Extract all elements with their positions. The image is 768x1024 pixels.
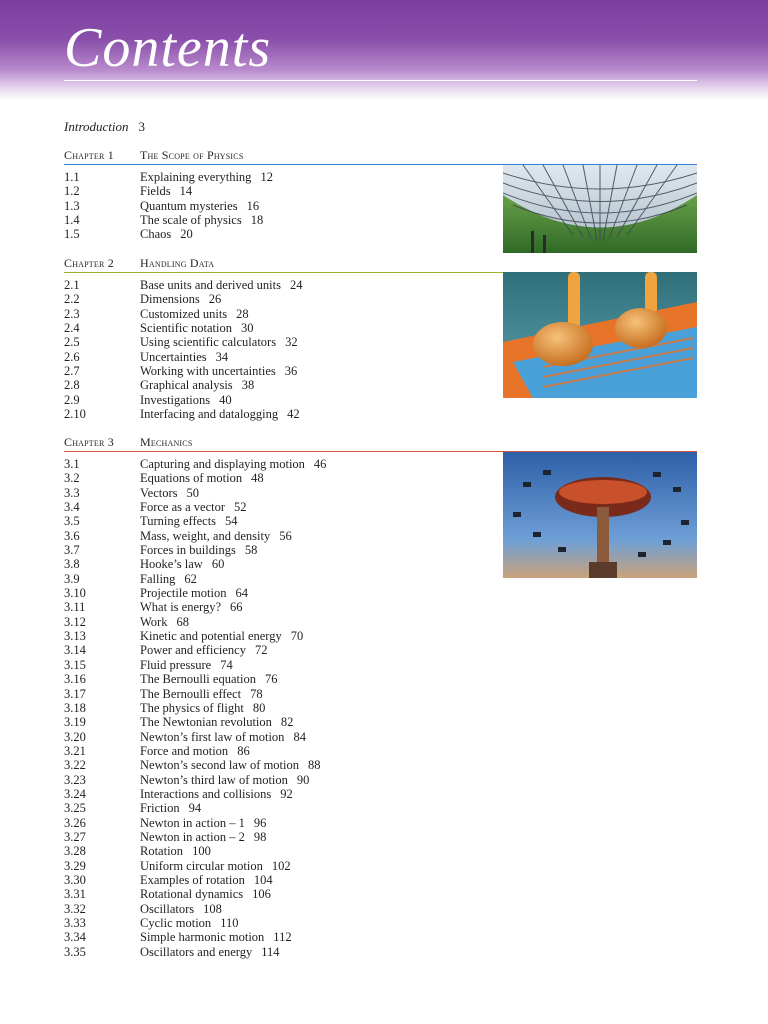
section-number: 2.3	[64, 306, 80, 321]
section-title: Newton’s first law of motion	[140, 729, 285, 744]
section-list	[64, 278, 494, 421]
toc-entry[interactable]	[64, 873, 494, 887]
chapter-title: Handling Data	[140, 256, 215, 270]
section-number: 3.30	[64, 872, 86, 887]
section-topic	[140, 407, 300, 421]
section-title: The Bernoulli equation	[140, 672, 256, 687]
section-topic	[140, 658, 233, 672]
section-page-number: 102	[271, 858, 291, 873]
section-number: 1.5	[64, 227, 80, 242]
page-title: Contents	[64, 17, 272, 79]
toc-entry[interactable]	[64, 658, 494, 672]
section-title: Dimensions	[140, 292, 200, 307]
section-title: The Bernoulli effect	[140, 686, 242, 701]
chapter-heading	[64, 257, 697, 271]
section-number: 3.32	[64, 901, 86, 916]
toc-entry[interactable]	[64, 945, 494, 959]
section-topic	[140, 730, 306, 744]
section-title: Customized units	[140, 306, 228, 321]
chapter-title: The Scope of Physics	[140, 148, 244, 162]
chapter-2-block	[64, 256, 697, 422]
toc-entry[interactable]	[64, 672, 494, 686]
toc-entry[interactable]	[64, 859, 494, 873]
title-rule	[64, 80, 697, 81]
section-page-number: 30	[241, 321, 254, 336]
section-number: 2.1	[64, 278, 80, 292]
section-topic	[140, 184, 192, 198]
section-topic	[140, 744, 250, 758]
section-number: 3.28	[64, 844, 86, 859]
section-page-number: 104	[253, 872, 273, 887]
section-title: Power and efficiency	[140, 643, 246, 658]
dome-structure-photo	[503, 165, 697, 253]
section-page-number: 52	[234, 500, 247, 515]
section-page-number: 20	[180, 227, 193, 242]
section-number: 3.16	[64, 672, 86, 687]
section-title: Base units and derived units	[140, 278, 281, 292]
section-title: Interfacing and datalogging	[140, 407, 279, 422]
section-number: 3.10	[64, 586, 86, 601]
toc-entry[interactable]	[64, 457, 494, 471]
section-page-number: 62	[184, 571, 197, 586]
section-title: Explaining everything	[140, 170, 252, 184]
section-topic	[140, 572, 197, 586]
section-page-number: 82	[280, 715, 294, 730]
toc-entry[interactable]	[64, 278, 494, 292]
section-page-number: 74	[220, 657, 233, 672]
toc-entry[interactable]	[64, 787, 494, 801]
introduction-label: Introduction	[64, 119, 129, 134]
toc-entry[interactable]	[64, 773, 494, 787]
section-title: Falling	[140, 571, 176, 586]
section-number: 3.15	[64, 657, 86, 672]
section-title: Oscillators and energy	[140, 944, 253, 959]
section-title: Quantum mysteries	[140, 198, 238, 213]
section-page-number: 110	[220, 916, 239, 930]
section-topic	[140, 335, 298, 349]
section-topic	[140, 629, 303, 643]
section-page-number: 114	[261, 944, 280, 959]
section-topic	[140, 930, 292, 944]
section-number: 3.11	[64, 600, 86, 615]
section-number: 3.8	[64, 557, 80, 572]
section-page-number: 108	[203, 901, 222, 916]
section-page-number: 72	[254, 643, 268, 658]
toc-entry[interactable]	[64, 471, 494, 485]
toc-entry[interactable]	[64, 930, 494, 944]
section-title: Examples of rotation	[140, 872, 245, 887]
toc-entry[interactable]	[64, 816, 494, 830]
section-page-number: 70	[290, 629, 304, 644]
section-topic	[140, 307, 249, 321]
section-topic	[140, 773, 309, 787]
section-number: 3.9	[64, 571, 80, 586]
chapter-number: Chapter 3	[64, 435, 114, 449]
section-number: 3.3	[64, 485, 80, 500]
section-number: 3.25	[64, 801, 86, 816]
section-title: Newton in action – 1	[140, 815, 245, 830]
toc-entry[interactable]	[64, 844, 494, 858]
toc-entry[interactable]	[64, 514, 494, 528]
section-page-number: 88	[308, 758, 321, 773]
chapter-3-block	[64, 435, 697, 959]
section-topic	[140, 199, 259, 213]
chapter-1-block	[64, 148, 697, 242]
section-topic	[140, 543, 257, 557]
section-page-number: 96	[253, 815, 267, 830]
section-title: Capturing and displaying motion	[140, 457, 305, 471]
section-topic	[140, 701, 265, 715]
section-page-number: 58	[244, 543, 258, 558]
section-number: 3.34	[64, 930, 86, 945]
section-title: Fields	[140, 184, 171, 199]
section-number: 3.27	[64, 829, 86, 844]
section-topic	[140, 643, 267, 657]
section-topic	[140, 393, 232, 407]
section-topic	[140, 486, 199, 500]
chapter-number: Chapter 2	[64, 256, 114, 270]
section-title: Friction	[140, 801, 180, 816]
section-title: Kinetic and potential energy	[140, 629, 282, 644]
toc-entry[interactable]	[64, 830, 494, 844]
chapter-title: Mechanics	[140, 435, 193, 449]
section-title: Work	[140, 614, 168, 629]
microchip-photo	[503, 272, 697, 398]
toc-entry[interactable]	[64, 227, 494, 241]
section-page-number: 18	[250, 213, 264, 228]
section-page-number: 46	[313, 457, 327, 471]
section-title: Simple harmonic motion	[140, 930, 265, 945]
section-title: Oscillators	[140, 901, 195, 916]
toc-entry[interactable]	[64, 378, 494, 392]
section-page-number: 66	[230, 600, 243, 615]
section-number: 3.29	[64, 858, 86, 873]
section-title: Forces in buildings	[140, 543, 236, 558]
section-title: Using scientific calculators	[140, 335, 277, 350]
toc-entry[interactable]	[64, 916, 494, 930]
section-number: 2.7	[64, 364, 80, 379]
section-topic	[140, 816, 266, 830]
section-topic	[140, 350, 228, 364]
toc-entry[interactable]	[64, 730, 494, 744]
section-title: Working with uncertainties	[140, 364, 276, 379]
toc-entry[interactable]	[64, 307, 494, 321]
section-topic	[140, 514, 238, 528]
section-topic	[140, 715, 293, 729]
section-topic	[140, 500, 247, 514]
section-page-number: 80	[252, 700, 266, 715]
toc-entry[interactable]	[64, 213, 494, 227]
section-number: 3.17	[64, 686, 86, 701]
section-topic	[140, 364, 297, 378]
section-page-number: 68	[176, 614, 189, 629]
toc-entry[interactable]	[64, 701, 494, 715]
toc-entry[interactable]	[64, 715, 494, 729]
toc-entry[interactable]	[64, 170, 494, 184]
section-page-number: 100	[192, 844, 211, 859]
section-page-number: 98	[253, 829, 267, 844]
section-number: 3.33	[64, 916, 86, 930]
section-page-number: 32	[285, 335, 298, 350]
section-topic	[140, 902, 222, 916]
section-topic	[140, 801, 201, 815]
section-page-number: 36	[284, 364, 298, 379]
section-topic	[140, 213, 263, 227]
section-topic	[140, 615, 189, 629]
section-title: What is energy?	[140, 600, 221, 615]
toc-entry[interactable]	[64, 292, 494, 306]
section-title: Uncertainties	[140, 349, 207, 364]
section-number: 3.12	[64, 614, 86, 629]
section-topic	[140, 227, 193, 241]
section-page-number: 24	[289, 278, 303, 292]
section-number: 3.7	[64, 543, 80, 558]
section-title: Equations of motion	[140, 471, 243, 486]
toc-entry[interactable]	[64, 902, 494, 916]
section-page-number: 42	[287, 407, 300, 422]
section-number: 2.6	[64, 349, 80, 364]
toc-entry[interactable]	[64, 887, 494, 901]
section-page-number: 86	[237, 743, 250, 758]
toc-entry[interactable]	[64, 744, 494, 758]
section-list	[64, 457, 494, 959]
toc-entry[interactable]	[64, 543, 494, 557]
section-title: Scientific notation	[140, 321, 232, 336]
section-page-number: 50	[186, 485, 199, 500]
section-topic	[140, 378, 254, 392]
section-topic	[140, 887, 271, 901]
section-number: 2.8	[64, 378, 80, 393]
section-title: Turning effects	[140, 514, 217, 529]
introduction-page: 3	[138, 119, 146, 134]
section-number: 2.9	[64, 392, 80, 407]
section-title: Mass, weight, and density	[140, 528, 271, 543]
section-title: Projectile motion	[140, 586, 227, 601]
section-title: Rotation	[140, 844, 184, 859]
section-number: 3.23	[64, 772, 86, 787]
section-page-number: 12	[260, 170, 273, 184]
section-topic	[140, 321, 254, 335]
section-number: 1.1	[64, 170, 80, 184]
section-topic	[140, 873, 273, 887]
section-topic	[140, 170, 273, 184]
section-page-number: 40	[219, 392, 232, 407]
section-page-number: 14	[179, 184, 193, 199]
section-title: Fluid pressure	[140, 657, 212, 672]
section-number: 3.1	[64, 457, 80, 471]
section-topic	[140, 672, 277, 686]
toc-entry[interactable]	[64, 600, 494, 614]
swing-ride-photo	[503, 452, 697, 578]
section-page-number: 54	[225, 514, 238, 529]
section-page-number: 64	[235, 586, 248, 601]
section-title: Uniform circular motion	[140, 858, 263, 873]
section-title: Chaos	[140, 227, 172, 242]
toc-entry[interactable]	[64, 184, 494, 198]
section-topic	[140, 471, 264, 485]
section-page-number: 92	[280, 786, 293, 801]
section-number: 3.6	[64, 528, 80, 543]
section-topic	[140, 457, 326, 471]
section-number: 2.4	[64, 321, 80, 336]
section-number: 2.5	[64, 335, 80, 350]
section-topic	[140, 787, 293, 801]
section-title: The scale of physics	[140, 213, 242, 228]
section-page-number: 16	[246, 198, 260, 213]
toc-entry[interactable]	[64, 350, 494, 364]
section-title: Newton’s second law of motion	[140, 758, 300, 773]
section-title: Investigations	[140, 392, 211, 407]
section-number: 3.18	[64, 700, 86, 715]
section-number: 1.4	[64, 213, 80, 228]
toc-entry[interactable]	[64, 407, 494, 421]
section-topic	[140, 945, 280, 959]
toc-entry[interactable]	[64, 687, 494, 701]
section-title: Interactions and collisions	[140, 786, 272, 801]
section-page-number: 60	[211, 557, 225, 572]
section-topic	[140, 586, 248, 600]
section-page-number: 28	[236, 306, 249, 321]
toc-entry[interactable]	[64, 529, 494, 543]
section-number: 3.13	[64, 629, 86, 644]
section-number: 2.2	[64, 292, 80, 307]
toc-entry[interactable]	[64, 801, 494, 815]
toc-entry[interactable]	[64, 500, 494, 514]
section-page-number: 112	[273, 930, 292, 945]
contents-header-band	[0, 0, 768, 100]
chapter-number: Chapter 1	[64, 148, 114, 162]
section-title: Force and motion	[140, 743, 229, 758]
section-title: Rotational dynamics	[140, 887, 244, 902]
toc-entry[interactable]	[64, 615, 494, 629]
section-page-number: 106	[252, 887, 271, 902]
section-number: 3.24	[64, 786, 86, 801]
chapter-heading	[64, 149, 697, 163]
toc-entry[interactable]	[64, 321, 494, 335]
section-page-number: 76	[264, 672, 278, 687]
section-title: Vectors	[140, 485, 178, 500]
section-topic	[140, 557, 224, 571]
section-page-number: 94	[188, 801, 202, 816]
toc-entry[interactable]	[64, 643, 494, 657]
section-topic	[140, 600, 243, 614]
toc-entry[interactable]	[64, 557, 494, 571]
section-topic	[140, 278, 302, 292]
section-title: Newton’s third law of motion	[140, 772, 288, 787]
section-title: Force as a vector	[140, 500, 226, 515]
toc-entry[interactable]	[64, 364, 494, 378]
toc-entry[interactable]	[64, 199, 494, 213]
section-page-number: 48	[251, 471, 264, 486]
section-topic	[140, 292, 221, 306]
section-title: Graphical analysis	[140, 378, 233, 393]
toc-entry[interactable]	[64, 629, 494, 643]
section-title: Newton in action – 2	[140, 829, 245, 844]
section-number: 3.20	[64, 729, 86, 744]
section-title: The physics of flight	[140, 700, 244, 715]
section-number: 1.2	[64, 184, 80, 199]
toc-entry[interactable]	[64, 486, 494, 500]
section-number: 3.26	[64, 815, 86, 830]
introduction-entry[interactable]	[64, 119, 145, 134]
section-topic	[140, 529, 292, 543]
toc-entry[interactable]	[64, 572, 494, 586]
toc-entry[interactable]	[64, 586, 494, 600]
section-title: The Newtonian revolution	[140, 715, 272, 730]
section-number: 3.14	[64, 643, 86, 658]
toc-entry[interactable]	[64, 758, 494, 772]
section-number: 3.4	[64, 500, 80, 515]
section-page-number: 34	[215, 349, 229, 364]
section-topic	[140, 916, 238, 930]
section-number: 3.22	[64, 758, 86, 773]
section-number: 1.3	[64, 198, 80, 213]
section-topic	[140, 830, 266, 844]
toc-entry[interactable]	[64, 335, 494, 349]
section-number: 3.31	[64, 887, 86, 902]
section-page-number: 56	[279, 528, 292, 543]
section-number: 3.19	[64, 715, 86, 730]
section-topic	[140, 859, 291, 873]
section-page-number: 84	[293, 729, 306, 744]
toc-entry[interactable]	[64, 393, 494, 407]
section-page-number: 78	[250, 686, 263, 701]
section-topic	[140, 758, 321, 772]
section-number: 3.21	[64, 743, 86, 758]
section-topic	[140, 844, 211, 858]
section-topic	[140, 687, 263, 701]
section-page-number: 38	[241, 378, 255, 393]
section-number: 3.2	[64, 471, 80, 486]
section-number: 2.10	[64, 407, 86, 422]
section-title: Hooke’s law	[140, 557, 203, 572]
section-title: Cyclic motion	[140, 916, 212, 930]
chapter-heading	[64, 436, 697, 450]
section-number: 3.5	[64, 514, 80, 529]
section-page-number: 26	[208, 292, 222, 307]
section-page-number: 90	[296, 772, 310, 787]
section-list	[64, 170, 494, 242]
section-number: 3.35	[64, 944, 86, 959]
